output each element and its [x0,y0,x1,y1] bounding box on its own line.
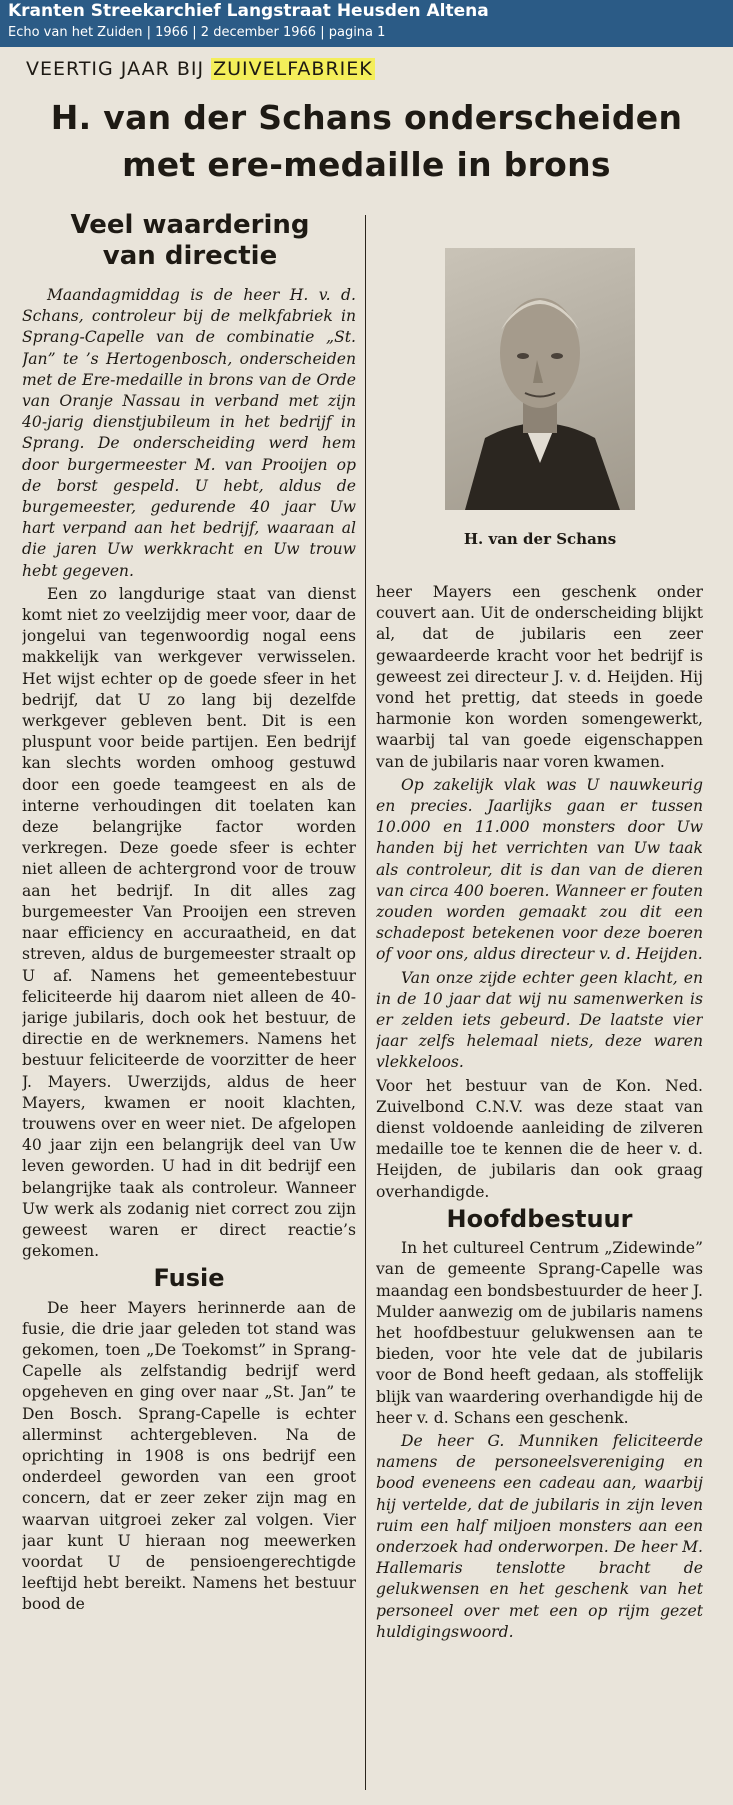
subhead-line-2: van directie [102,241,278,271]
subhead-line-1: Veel waardering [70,210,310,240]
kicker-highlighted-term: ZUIVELFABRIEK [213,58,373,80]
portrait-photo [445,248,635,510]
archive-banner [0,0,733,47]
quote-paragraph: Van onze zijde echter geen klacht, en in de 10 jaar dat wij nu samenwerken is er zelden iets gebeurd. De laatste vier jaar zelfs helemaal niets, deze waren vlekkeloos. [376,968,703,1072]
section-heading-hoofdbestuur: Hoofdbestuur [446,1204,633,1233]
body-paragraph: In het cultureel Centrum „Zidewinde” van de gemeente Sprang-Capelle was maandag een bondsbestuurder de heer J. Mulder aanwezig om de jubilaris namens het hoofdbestuur gelukwensen aan te bieden, voor hte vele dat de jubilaris voor de Bond heeft gedaan, als stoffelijk blijk van waardering overhandigde hij de heer v. d. Schans een geschenk. [376,1239,703,1427]
photo-caption: H. van der Schans [463,530,617,548]
body-paragraph: Voor het bestuur van de Kon. Ned. Zuivelbond C.N.V. was deze staat van dienst voldoende aanleiding de zilveren medaille toe te kennen die de heer v. d. Heijden, de jubilaris dan ook graag overhandigde. [376,1076,703,1201]
body-paragraph: De heer Mayers herinnerde aan de fusie, die drie jaar geleden tot stand was gekomen, toen „De Toekomst” in Sprang-Capelle als zelfstandig bedrijf werd opgeheven en ging over naar „St. Jan” te Den Bosch. Sprang-Capelle is echter allerminst achtergebleven. Na de oprichting in 1908 is ons bedrijf een onderdeel geworden van een groot concern, dat er zeer zeker zijn mag en waarvan uitgroei zeker zal volgen. Vier jaar kunt U hieraan nog meewerken voordat U de pensioengerechtigde leeftijd hebt bereikt. Namens het bestuur bood de [22,1298,356,1614]
right-column [376,582,703,1795]
portrait-illustration [445,248,635,510]
column-divider [365,215,366,1790]
lead-paragraph: Maandagmiddag is de heer H. v. d. Schans, controleur bij de melkfabriek in Sprang-Capelle van de combinatie „St. Jan” te ’s Hertogenbosch, onderscheiden met de Ere-medaille in brons van de Orde van Oranje Nassau in verband met zijn 40-jarig dienstjubileum in het bedrijf in Sprang. De onderscheiding werd hem door burgermeester M. van Prooijen op de borst gespeld. U hebt, aldus de burgemeester, gedurende 40 jaar Uw hart verpand aan het bedrijf, waaraan al die jaren Uw werkkracht en Uw trouw hebt gegeven. [22,286,356,580]
archive-title: Kranten Streekarchief Langstraat Heusden Altena [8,1,489,21]
section-heading-fusie: Fusie [153,1264,225,1293]
left-column [22,285,356,1795]
body-paragraph: heer Mayers een geschenk onder couvert aan. Uit de onderscheiding blijkt al, dat de jubilaris een zeer gewaardeerde kracht voor het bedrijf is geweest zei directeur J. v. d. Heijden. Hij vond het prettig, dat steeds in goede harmonie kon worden somengewerkt, waarbij tal van goede eigenschappen van de jubilaris naar voren kwamen. [376,583,703,771]
quote-paragraph: Op zakelijk vlak was U nauwkeurig en precies. Jaarlijks gaan er tussen 10.000 en 11.000 monsters door Uw handen bij het verrichten van Uw taak als controleur, dit is dan van de dieren van circa 400 boeren. Wanneer er fouten zouden worden gemaakt zou dit een schadepost betekenen voor deze boeren of voor ons, aldus directeur v. d. Heijden. [376,775,703,964]
article-kicker [26,58,375,80]
headline-line-2: met ere-medaille in brons [122,145,611,184]
kicker-text: VEERTIG JAAR BIJ [26,58,212,80]
body-paragraph: Een zo langdurige staat van dienst komt niet zo veelzijdig meer voor, daar de jongelui van tegenwoordig nogal eens makkelijk van werkgever verwisselen. Het wijst echter op de goede sfeer in het bedrijf, dat U zo lang bij dezelfde werkgever gebleven bent. Dit is een pluspunt voor beide partijen. Een bedrijf kan slechts worden omhoog gestuwd door een goede teamgeest en als de interne verhoudingen dit toelaten kan deze belangrijke factor worden verkregen. Deze goede sfeer is echter niet alleen de achtergrond voor de trouw aan het bedrijf. In dit alles zag burgemeester Van Prooijen een streven naar efficiency en accuraatheid, en dat streven, aldus de burgemeester straalt op U af. Namens het gemeentebestuur feliciteerde hij daarom niet alleen de 40-jarige jubilaris, doch ook het bestuur, de directie en de werknemers. Namens het bestuur feliciteerde de voorzitter de heer J. Mayers. Uwerzijds, aldus de heer Mayers, kwamen er nooit klachten, trouwens over en weer niet. De afgelopen 40 jaar zijn een belangrijk deel van Uw leven geworden. U had in dit bedrijf een belangrijke taak als controleur. Wanneer Uw werk als zodanig niet correct zou zijn geweest waren er direct reactie’s gekomen. [22,584,356,1261]
quote-paragraph: De heer G. Munniken feliciteerde namens de personeelsvereniging en bood eveneens een cadeau aan, waarbij hij vertelde, dat de jubilaris in zijn leven ruim een half miljoen monsters aan een onderzoek had onderworpen. De heer M. Hallemaris tenslotte bracht de gelukwensen en het geschenk van het personeel over met een op rijm gezet huldigingswoord. [376,1431,703,1641]
headline-line-1: H. van der Schans onderscheiden [50,98,683,137]
archive-source-line: Echo van het Zuiden | 1966 | 2 december 1966 | pagina 1 [8,25,386,40]
